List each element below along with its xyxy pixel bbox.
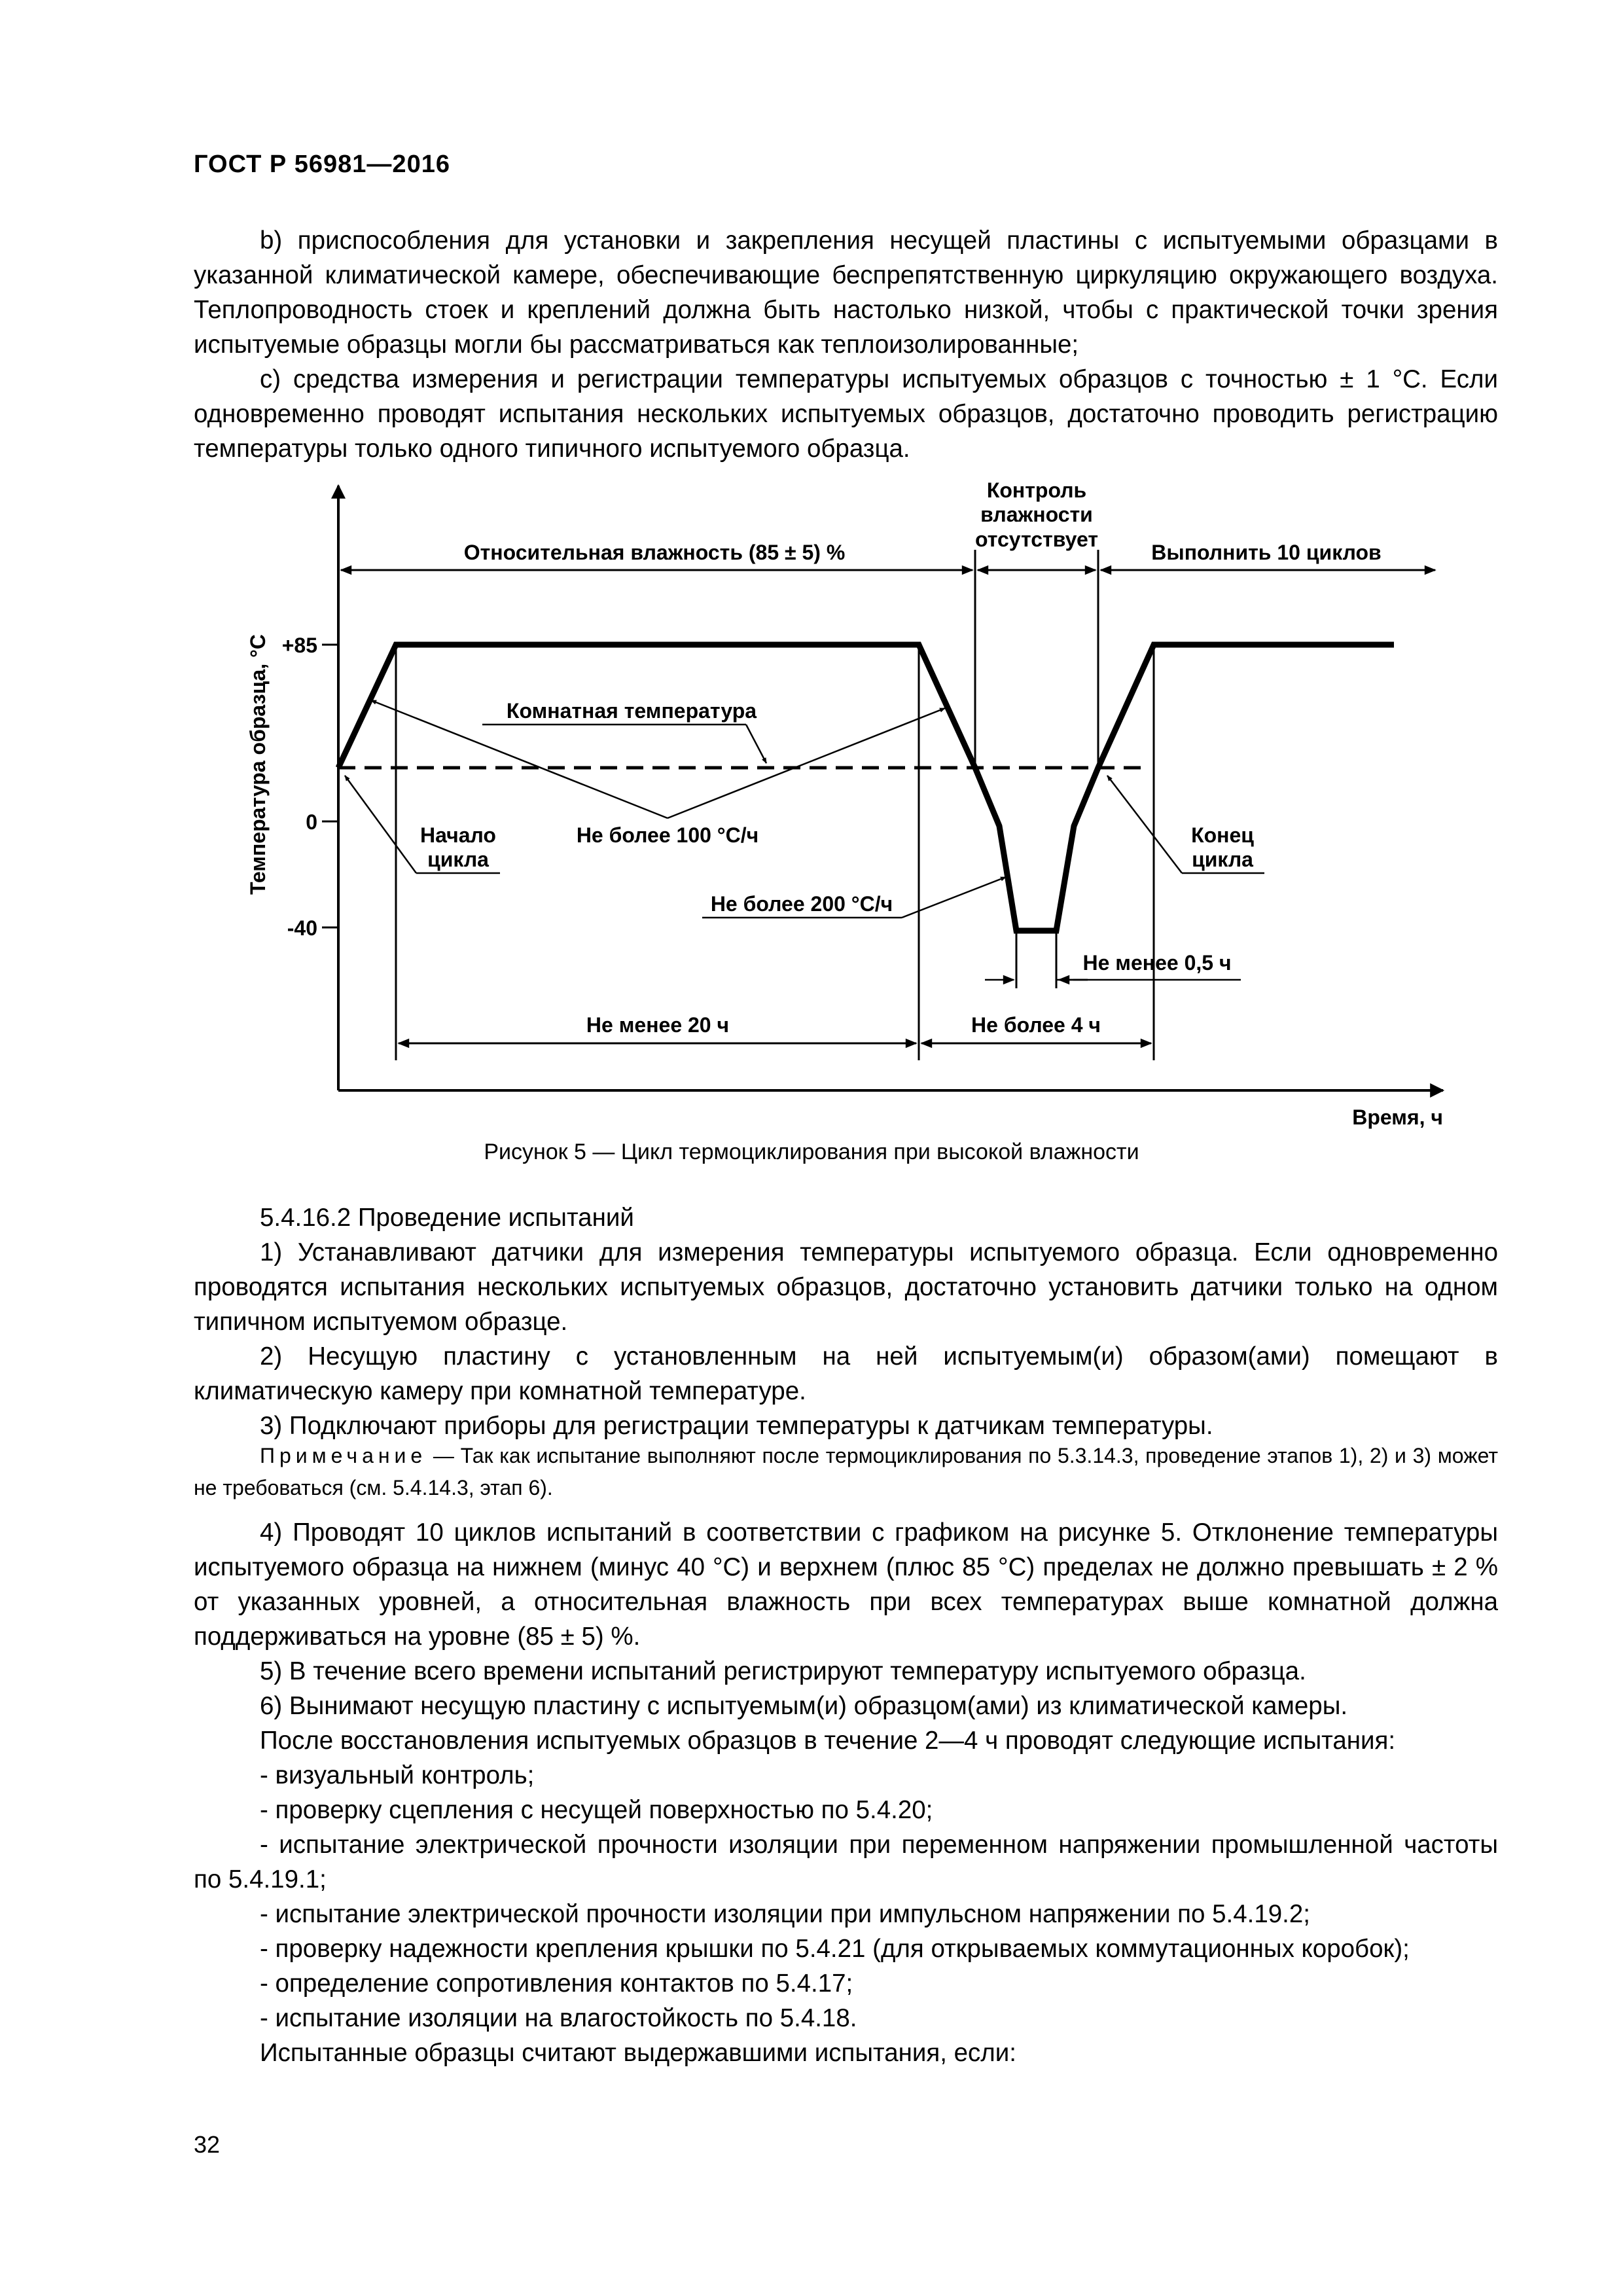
tick-m40-label: -40 <box>287 916 317 940</box>
y-axis-label: Температура образца, °С <box>246 634 270 895</box>
step-2: 2) Несущую пластину с установленным на ней испытуемым(и) образом(ами) помещают в климатическую камеру при комнатной температуре. <box>194 1342 1498 1405</box>
cycle-end-leader <box>1107 776 1182 873</box>
tick-85-label: +85 <box>281 634 317 657</box>
after-recovery: После восстановления испытуемых образцов в течение 2—4 ч проводят следующие испытания: <box>260 1727 1396 1755</box>
section-text-1 <box>194 1200 1498 1443</box>
dur-20-label: Не менее 20 ч <box>586 1013 730 1037</box>
note-text: — Так как испытание выполняют после термоциклирования по 5.3.14.3, проведение этапов 1), 2) и 3) может не требоваться (см. 5.4.14.3, этап 6). <box>194 1444 1498 1499</box>
dur-4-label: Не более 4 ч <box>971 1013 1101 1037</box>
list-item: - испытание электрической прочности изоляции при переменном напряжении промышленной частоты по 5.4.19.1; <box>194 1831 1498 1893</box>
cycle-start-label-line1: Начало <box>420 823 496 847</box>
list-item: - визуальный контроль; <box>260 1761 535 1789</box>
page-number: 32 <box>194 2131 221 2158</box>
cycle-start-label-line2: цикла <box>427 848 489 871</box>
control-label-line2: влажности <box>980 503 1093 526</box>
tick-0-label: 0 <box>306 810 317 834</box>
step-1: 1) Устанавливают датчики для измерения температуры испытуемого образца. Если одновременно проводятся испытания нескольких испытуемых образцов, достаточно установить датчики только на одном типичном испытуемом образце. <box>194 1238 1498 1336</box>
figure-caption: Рисунок 5 — Цикл термоциклирования при высокой влажности <box>484 1139 1139 1164</box>
section-title: 5.4.16.2 Проведение испытаний <box>260 1204 634 1232</box>
list-item: - определение сопротивления контактов по 5.4.17; <box>260 1969 853 1998</box>
note-label: Примечание <box>260 1444 427 1467</box>
rate-200-label: Не более 200 °С/ч <box>710 892 893 916</box>
list-item: - испытание изоляции на влагостойкость по 5.4.18. <box>260 2004 857 2032</box>
document-header: ГОСТ Р 56981—2016 <box>194 151 450 178</box>
rate-200-leader <box>902 877 1006 918</box>
hold-label: Не менее 0,5 ч <box>1082 951 1232 975</box>
step-3: 3) Подключают приборы для регистрации температуры к датчикам температуры. <box>260 1412 1213 1440</box>
temperature-profile <box>338 645 1394 931</box>
room-temperature-label: Комнатная температура <box>506 699 757 723</box>
rate-100-label: Не более 100 °С/ч <box>576 823 759 847</box>
repeat-label: Выполнить 10 циклов <box>1151 541 1382 564</box>
step-5: 5) В течение всего времени испытаний регистрируют температуру испытуемого образца. <box>260 1657 1306 1685</box>
list-item: - проверку сцепления с несущей поверхностью по 5.4.20; <box>260 1796 933 1824</box>
cycle-end-label-line2: цикла <box>1192 848 1253 871</box>
note <box>194 1440 1498 1504</box>
step-6: 6) Вынимают несущую пластину с испытуемым(и) образцом(ами) из климатической камеры. <box>260 1692 1348 1720</box>
room-temp-leader <box>746 725 766 763</box>
cycle-start-leader <box>345 776 416 873</box>
paragraph-c: с) средства измерения и регистрации температуры испытуемых образцов с точностью ± 1 °С. Если одновременно проводят испытания нескольких испытуемых образцов, достаточно проводить регистрацию температуры только одного типичного испытуемого образца. <box>194 365 1498 463</box>
list-item: - проверку надежности крепления крышки по 5.4.21 (для открываемых коммутационных коробок); <box>260 1935 1410 1963</box>
x-axis-label: Время, ч <box>1352 1105 1443 1129</box>
control-label-line1: Контроль <box>986 478 1087 502</box>
section-text-2 <box>194 1515 1498 2070</box>
step-4: 4) Проводят 10 циклов испытаний в соответствии с графиком на рисунке 5. Отклонение температуры испытуемого образца на нижнем (минус 40 °С) и верхнем (плюс 85 °С) пределах не должно превышать ± 2 % от указанных уровней, а относительная влажность при всех температурах выше комнатной должна поддерживаться на уровне (85 ± 5) %. <box>194 1518 1498 1651</box>
cycle-end-label-line1: Конец <box>1191 823 1254 847</box>
humidity-label: Относительная влажность (85 ± 5) % <box>463 541 846 564</box>
final-sentence: Испытанные образцы считают выдержавшими испытания, если: <box>260 2039 1016 2067</box>
list-item: - испытание электрической прочности изоляции при импульсном напряжении по 5.4.19.2; <box>260 1900 1310 1928</box>
control-label-line3: отсутствует <box>975 528 1098 551</box>
paragraph-b: b) приспособления для установки и закрепления несущей пластины с испытуемыми образцами в указанной климатической камере, обеспечивающие беспрепятственную циркуляцию окружающего воздуха. Теплопроводность стоек и креплений должна быть настолько низкой, чтобы с практической точки зрения испытуемые образцы могли бы рассматриваться как теплоизолированные; <box>194 226 1498 359</box>
